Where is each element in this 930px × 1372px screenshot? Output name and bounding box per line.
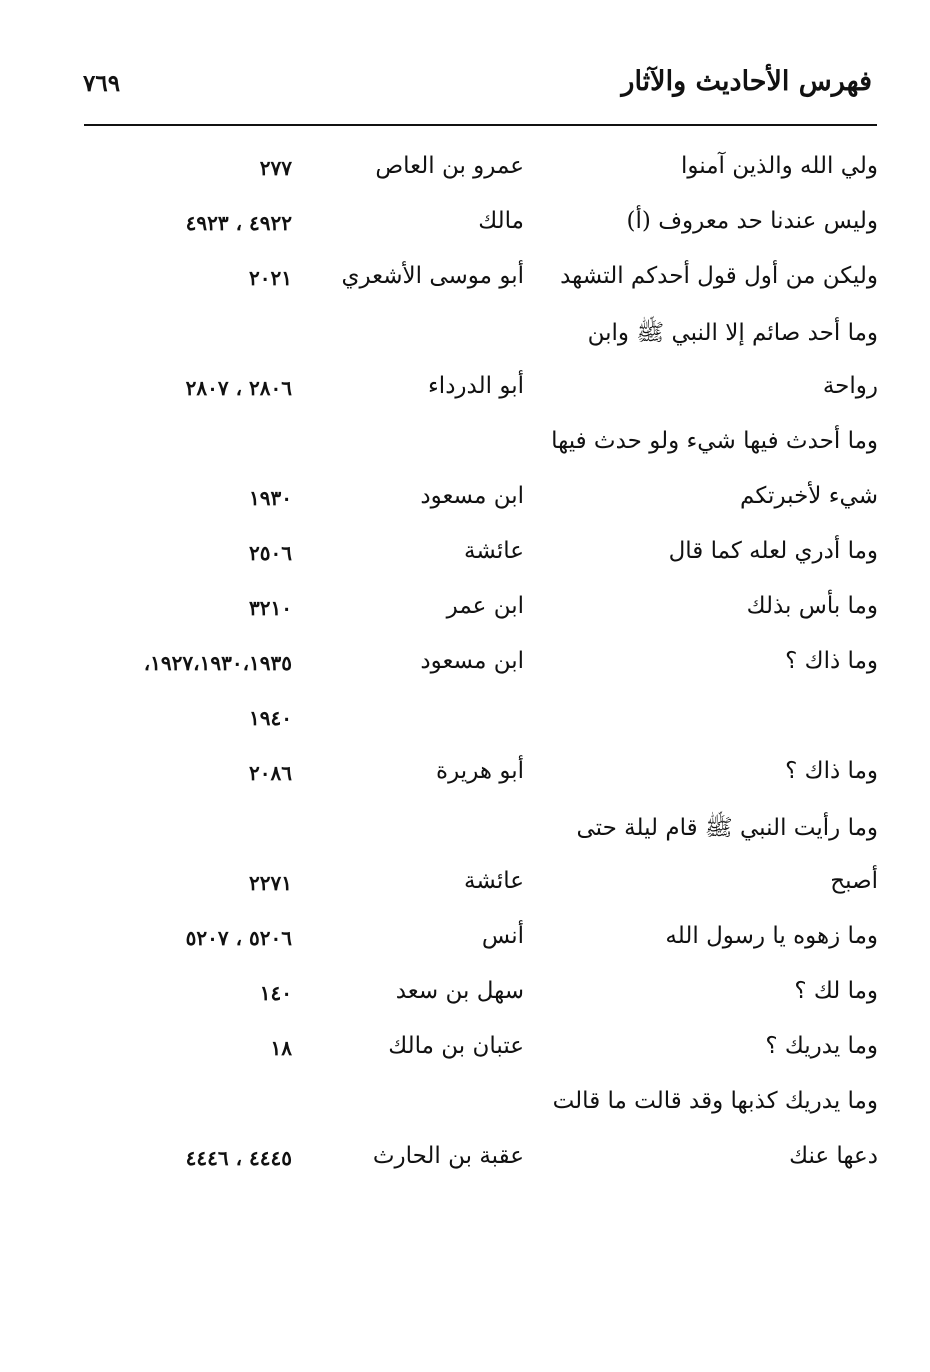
entry-narrator: عمرو بن العاص — [375, 153, 524, 179]
entry-refs: ٢٠٢١ — [249, 266, 292, 290]
entry-text: وما أحدث فيها شيء ولو حدث فيها — [551, 428, 878, 454]
index-entry — [0, 363, 930, 418]
entry-text: ولي الله والذين آمنوا — [681, 153, 878, 179]
index-entry — [0, 638, 930, 693]
index-entries — [0, 143, 930, 1188]
entry-refs: ٥٢٠٦ ، ٥٢٠٧ — [185, 926, 292, 950]
entry-refs: ٤٤٤٥ ، ٤٤٤٦ — [185, 1146, 292, 1170]
index-entry — [0, 693, 930, 748]
entry-narrator: أنس — [481, 923, 524, 949]
entry-text: وليكن من أول قول أحدكم التشهد — [560, 263, 878, 289]
entry-refs: ٢٠٨٦ — [249, 761, 292, 785]
index-entry — [0, 473, 930, 528]
entry-text: رواحة — [822, 373, 878, 399]
index-entry — [0, 748, 930, 803]
header-divider — [84, 124, 877, 126]
index-entry — [0, 143, 930, 198]
entry-narrator: أبو الدرداء — [427, 373, 524, 399]
entry-refs: ٣٢١٠ — [249, 596, 292, 620]
entry-narrator: ابن مسعود — [420, 648, 524, 674]
entry-refs: ١٨ — [270, 1036, 292, 1060]
entry-text: وما أدري لعله كما قال — [668, 538, 878, 564]
page-title: فهرس الأحاديث والآثار — [621, 66, 872, 97]
entry-narrator: أبو هريرة — [436, 758, 524, 784]
entry-refs: ١٩٤٠ — [249, 706, 292, 730]
entry-refs: ١٩٢٧،١٩٣٠،١٩٣٥، — [143, 651, 292, 675]
entry-text: وما زهوه يا رسول الله — [665, 923, 878, 949]
index-entry — [0, 803, 930, 858]
entry-text: شيء لأخبرتكم — [740, 483, 878, 509]
index-entry — [0, 913, 930, 968]
entry-refs: ٢٥٠٦ — [249, 541, 292, 565]
entry-narrator: عائشة — [464, 868, 524, 894]
entry-narrator: عقبة بن الحارث — [372, 1143, 524, 1169]
index-entry — [0, 198, 930, 253]
entry-text: وما ذاك ؟ — [785, 758, 878, 784]
index-entry — [0, 1078, 930, 1133]
entry-text: وما أحد صائم إلا النبي ﷺ وابن — [587, 320, 878, 346]
entry-narrator: ابن مسعود — [420, 483, 524, 509]
entry-refs: ٢٧٧ — [259, 156, 292, 180]
entry-narrator: أبو موسى الأشعري — [341, 263, 524, 289]
entry-text: أصبح — [830, 868, 878, 894]
entry-narrator: ابن عمر — [446, 593, 524, 619]
index-entry — [0, 418, 930, 473]
entry-refs: ٢٨٠٦ ، ٢٨٠٧ — [185, 376, 292, 400]
index-entry — [0, 528, 930, 583]
index-entry — [0, 968, 930, 1023]
entry-text: وليس عندنا حد معروف (أ) — [626, 208, 878, 234]
entry-text: وما بأس بذلك — [746, 593, 878, 619]
entry-narrator: مالك — [478, 208, 524, 234]
entry-text: وما يدريك ؟ — [765, 1033, 878, 1059]
entry-refs: ٤٩٢٢ ، ٤٩٢٣ — [185, 211, 292, 235]
entry-text: دعها عنك — [789, 1143, 878, 1169]
index-entry — [0, 1023, 930, 1078]
entry-refs: ١٩٣٠ — [249, 486, 292, 510]
index-entry — [0, 308, 930, 363]
entry-text: وما يدريك كذبها وقد قالت ما قالت — [552, 1088, 878, 1114]
entry-refs: ١٤٠ — [259, 981, 292, 1005]
entry-refs: ٢٢٧١ — [249, 871, 292, 895]
index-entry — [0, 1133, 930, 1188]
entry-narrator: عتبان بن مالك — [388, 1033, 524, 1059]
entry-text: وما ذاك ؟ — [785, 648, 878, 674]
index-entry — [0, 253, 930, 308]
entry-narrator: سهل بن سعد — [395, 978, 524, 1004]
index-entry — [0, 858, 930, 913]
page-number: ٧٦٩ — [83, 70, 121, 97]
entry-text: وما رأيت النبي ﷺ قام ليلة حتى — [576, 815, 878, 841]
entry-narrator: عائشة — [464, 538, 524, 564]
entry-text: وما لك ؟ — [794, 978, 878, 1004]
index-entry — [0, 583, 930, 638]
